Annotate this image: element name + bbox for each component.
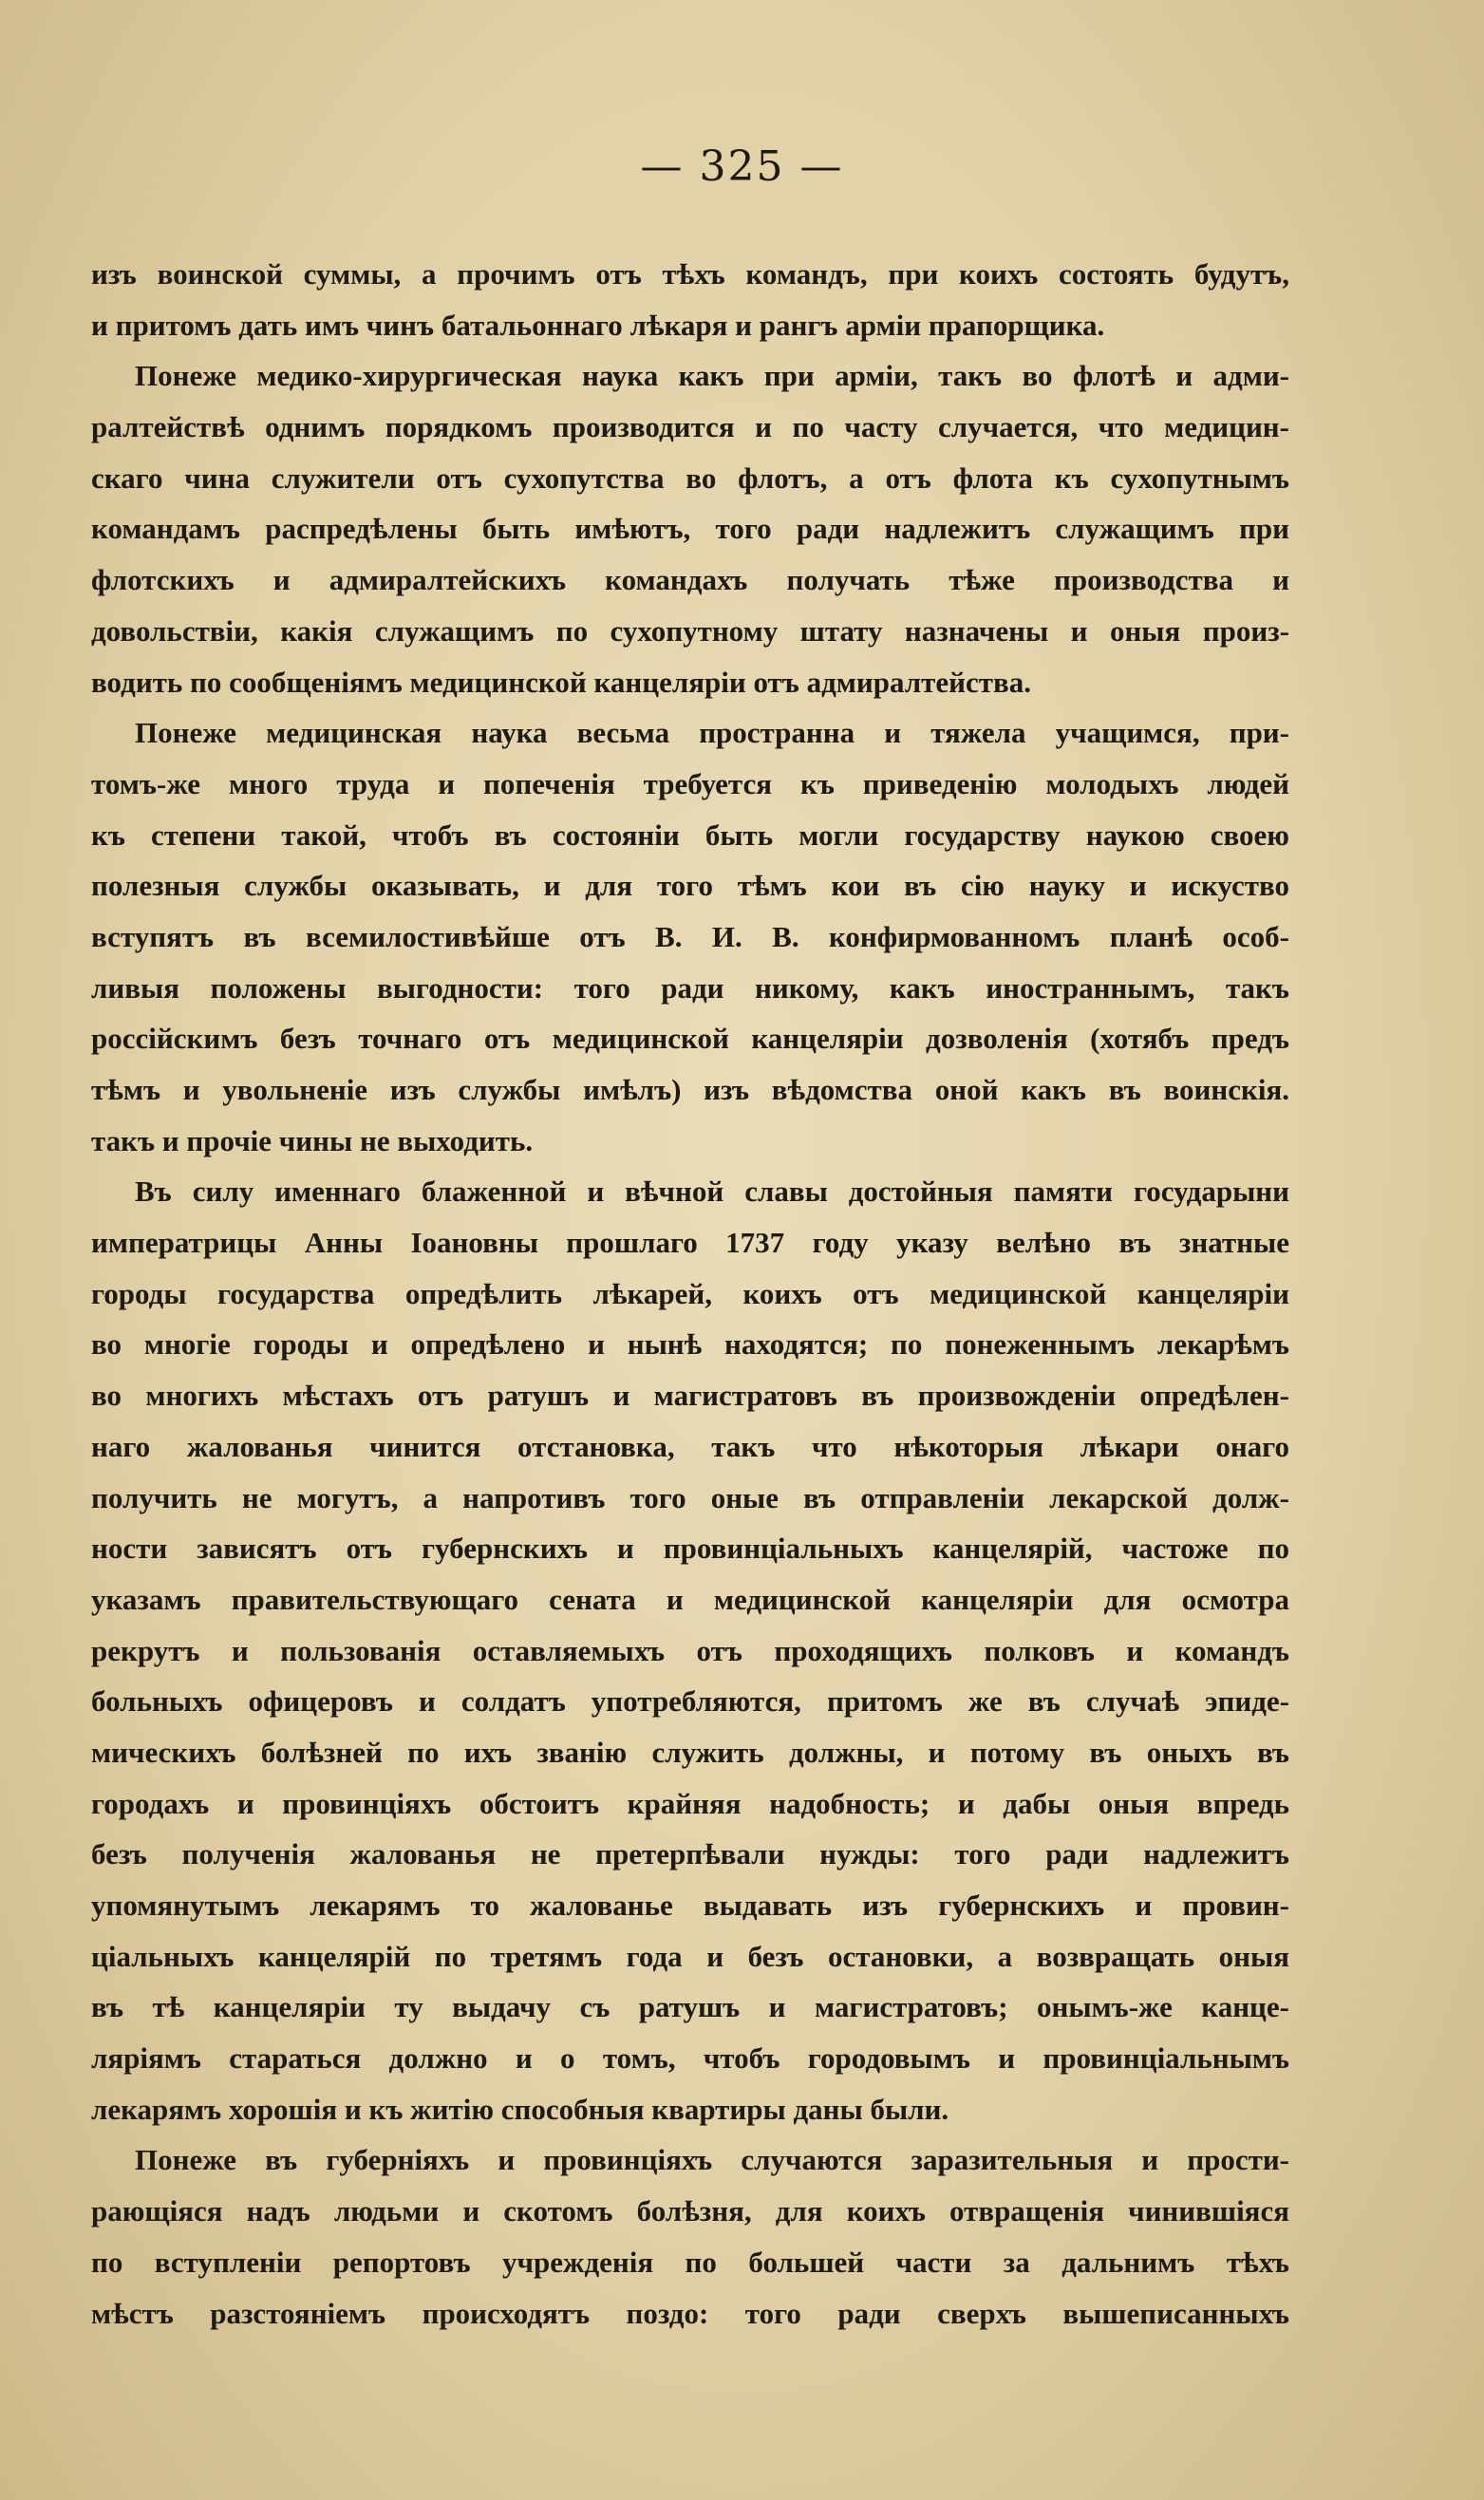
body-text [91, 249, 1289, 2339]
text-line: указамъ правительствующаго сената и медицинской канцеляріи для осмотра [91, 1582, 1289, 1616]
text-line: мѣстъ разстояніемъ происходятъ поздо: того ради сверхъ вышеписанныхъ [91, 2296, 1289, 2330]
paragraph [91, 1166, 1289, 2134]
text-line: томъ-же много труда и попеченія требуется къ приведенію молодыхъ людей [91, 766, 1289, 800]
text-line: мическихъ болѣзней по ихъ званію служить должны, и потому въ оныхъ въ [91, 1735, 1289, 1769]
text-line: городы государства опредѣлить лѣкарей, коихъ отъ медицинской канцеляріи [91, 1276, 1289, 1310]
text-line: и притомъ дать имъ чинъ батальоннаго лѣкаря и рангъ арміи прапорщика. [91, 308, 1105, 342]
page-number: — 325 — [640, 142, 844, 191]
text-line: императрицы Анны Іоановны прошлаго 1737 году указу велѣно въ знатные [91, 1226, 1289, 1260]
text-line: водить по сообщеніямъ медицинской канцеляріи отъ адмиралтейства. [91, 665, 1031, 699]
text-line: во многихъ мѣстахъ отъ ратушъ и магистратовъ въ произвожденіи опредѣлен- [91, 1379, 1289, 1413]
text-line: Въ силу именнаго блаженной и вѣчной славы достойныя памяти государыни [135, 1175, 1289, 1209]
text-line: городахъ и провинціяхъ обстоитъ крайняя надобность; и дабы оныя впредь [91, 1786, 1289, 1820]
text-line: больныхъ офицеровъ и солдатъ употребляются, притомъ же въ случаѣ эпиде- [91, 1684, 1289, 1719]
text-line: упомянутымъ лекарямъ то жалованье выдавать изъ губернскихъ и провин- [91, 1889, 1289, 1922]
text-line: ціальныхъ канцелярій по третямъ года и безъ остановки, а возвращать оныя [91, 1939, 1289, 1973]
paragraph [91, 707, 1289, 1166]
text-line: Понеже медицинская наука весьма пространна и тяжела учащимся, при- [135, 716, 1289, 750]
text-line: лекарямъ хорошія и къ житію способныя квартиры даны были. [91, 2092, 949, 2126]
text-line: такъ и прочіе чины не выходить. [91, 1123, 534, 1157]
text-line: россійскимъ безъ точнаго отъ медицинской канцеляріи дозволенія (хотябъ предъ [91, 1022, 1289, 1056]
text-line: безъ полученія жалованья не претерпѣвали нужды: того ради надлежитъ [91, 1837, 1289, 1871]
paragraph [91, 249, 1289, 350]
text-line: ливыя положены выгодности: того ради никому, какъ иностраннымъ, такъ [91, 970, 1289, 1005]
paragraph [91, 2134, 1289, 2339]
text-line: къ степени такой, чтобъ въ состояніи быть могли государству наукою своею [91, 818, 1289, 852]
text-line: командамъ распредѣлены быть имѣютъ, того ради надлежитъ служащимъ при [91, 512, 1289, 546]
text-line: изъ воинской суммы, а прочимъ отъ тѣхъ командъ, при коихъ состоять будутъ, [91, 257, 1289, 291]
text-line: рекрутъ и пользованія оставляемыхъ отъ проходящихъ полковъ и командъ [91, 1633, 1289, 1667]
text-line: тѣмъ и увольненіе изъ службы имѣлъ) изъ вѣдомства оной какъ въ воинскія. [91, 1073, 1289, 1106]
text-line: ности зависятъ отъ губернскихъ и провинціальныхъ канцелярій, частоже по [91, 1532, 1289, 1566]
text-line: во многіе городы и опредѣлено и нынѣ находятся; по понеженнымъ лекарѣмъ [91, 1327, 1289, 1362]
text-line: Понеже въ губерніяхъ и провинціяхъ случаются заразительныя и прости- [135, 2143, 1289, 2177]
text-line: довольствіи, какія служащимъ по сухопутному штату назначены и оныя произ- [91, 613, 1289, 648]
text-line: ралтействѣ однимъ порядкомъ производится и по часту случается, что медицин- [91, 410, 1289, 444]
text-line: ляріямъ стараться должно и о томъ, чтобъ городовымъ и провинціальнымъ [91, 2041, 1289, 2076]
text-line: въ тѣ канцеляріи ту выдачу съ ратушъ и магистратовъ; онымъ-же канце- [91, 1990, 1289, 2024]
text-line: получить не могутъ, а напротивъ того оные въ отправленіи лекарской долж- [91, 1480, 1289, 1514]
text-line: Понеже медико-хирургическая наука какъ при арміи, такъ во флотѣ и адми- [135, 359, 1289, 393]
text-line: флотскихъ и адмиралтейскихъ командахъ получать тѣже производства и [91, 563, 1289, 597]
text-line: скаго чина служители отъ сухопутства во флотъ, а отъ флота къ сухопутнымъ [91, 461, 1289, 495]
text-line: рающіяся надъ людьми и скотомъ болѣзня, для коихъ отвращенія чинившіяся [91, 2194, 1289, 2228]
text-line: вступятъ въ всемилостивѣйше отъ В. И. В. конфирмованномъ планѣ особ- [91, 919, 1289, 953]
paragraph [91, 350, 1289, 707]
text-line: полезныя службы оказывать, и для того тѣмъ кои въ сію науку и искуство [91, 869, 1289, 903]
text-line: по вступленіи репортовъ учрежденія по большей части за дальнимъ тѣхъ [91, 2245, 1289, 2279]
text-line: наго жалованья чинится отстановка, такъ что нѣкоторыя лѣкари онаго [91, 1429, 1289, 1463]
